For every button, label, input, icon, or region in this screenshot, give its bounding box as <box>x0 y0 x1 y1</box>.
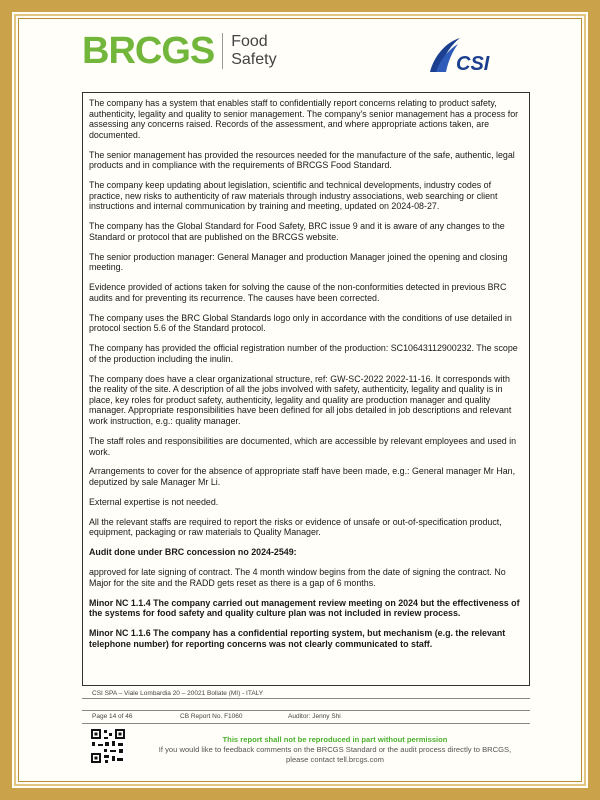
report-paragraph: Arrangements to cover for the absence of appropriate staff have been made, e.g.: General manager Mr Han, deputized by sale Manager Mr Li. <box>89 466 516 487</box>
report-paragraph: Evidence provided of actions taken for solving the cause of the non-conformities detected in previous BRC audits and for preventing its recurrence. The causes have been corrected. <box>89 282 507 303</box>
footer-address: CSI SPA – Viale Lombardia 20 – 20021 Bollate (MI) - ITALY <box>92 690 264 697</box>
footer-cb-report: CB Report No. F1060 <box>180 713 243 720</box>
report-paragraph: The senior production manager: General Manager and production Manager joined the opening and closing meeting. <box>89 251 508 273</box>
reproduction-notice: This report shall not be reproduced in part without permission <box>222 735 448 744</box>
report-paragraph: The company uses the BRC Global Standards logo only in accordance with the conditions of use detailed in protocol section 5.6 of the Standard protocol. <box>89 312 512 334</box>
brcgs-sub-line1: Food <box>231 33 268 50</box>
logo-divider <box>222 33 223 69</box>
report-paragraph: Audit done under BRC concession no 2024-2549: <box>89 547 297 558</box>
brcgs-logo-wordmark: BRCGS <box>82 30 215 72</box>
report-paragraph: The senior management has provided the resources needed for the manufacture of the safe, authentic, legal products and in compliance with the requirements of BRCGS Food Standard. <box>89 149 515 171</box>
feedback-line-2: please contact tell.brcgs.com <box>286 754 384 764</box>
report-paragraph: Minor NC 1.1.6 The company has a confidential reporting system, but mechanism (e.g. the relevant telephone number) for reporting concerns was not clearly communicated to staff. <box>89 628 506 649</box>
report-paragraph: The company has the Global Standard for Food Safety, BRC issue 9 and it is aware of any changes to the Standard or protocol that are published on the BRCGS website. <box>89 221 505 242</box>
brcgs-logo-subtitle <box>231 33 276 69</box>
report-paragraph: External expertise is not needed. <box>89 496 219 507</box>
report-paragraph: The company does have a clear organizational structure, ref: GW-SC-2022 2022-11-16. It corresponds with the reality of the site. A description of all the jobs involved with safety, authenticity, legality and quality is in place, key roles for product safety, authenticity, legality and quality are production manager and quality manager. Appropriate responsibilities have been defined for all jobs detailed in job descriptions and relevant work instruction, e.g.: quality manager. <box>89 373 512 427</box>
footer-rule-mid <box>82 710 530 711</box>
report-paragraph: Minor NC 1.1.4 The company carried out management review meeting on 2024 but the effectiveness of the systems for food safety and quality culture plan was not included in review process. <box>89 597 520 619</box>
brcgs-food-safety-logo <box>82 30 277 72</box>
qr-code-icon <box>90 728 126 764</box>
footer-auditor: Auditor: Jenny Shi <box>288 713 341 720</box>
csi-logo-text: CSI <box>456 53 490 75</box>
footer-rule-bottom <box>82 723 530 724</box>
feedback-notice <box>140 745 530 764</box>
brcgs-sub-line2: Safety <box>231 51 277 68</box>
feedback-line-1: If you would like to feedback comments on the BRCGS Standard or the audit process directly to BRCGS, <box>158 745 512 754</box>
report-paragraph: The company has a system that enables staff to confidentially report concerns relating to product safety, authenticity, legality and quality to senior management. The company's senior management has a process for assessing any concerns raised. Records of the assessment, and where appropriate actions taken, are documented. <box>89 98 519 140</box>
footer-rule-top <box>82 698 530 699</box>
report-paragraph: All the relevant staffs are required to report the risks or evidence of unsafe or out-of-specification product, equipment, packaging or raw materials to Quality Manager. <box>89 516 502 538</box>
csi-logo <box>426 36 516 76</box>
report-content-box <box>82 92 530 686</box>
report-paragraph: The staff roles and responsibilities are documented, which are accessible by relevant employees and used in work. <box>89 435 517 457</box>
report-paragraph: The company keep updating about legislation, scientific and technical developments, industry codes of practice, new risks to authenticity of raw materials through industry associations, web searching or client instructions and internal communication by training and meeting, updated on 2024-08-27. <box>89 180 498 212</box>
report-paragraph: approved for late signing of contract. The 4 month window begins from the date of signing the contract. No Major for the site and the RADD gets reset as there is a gap of 6 months. <box>89 567 506 588</box>
report-paragraph: The company has provided the official registration number of the production: SC10643112900232. The scope of the production including the inulin. <box>89 343 518 364</box>
footer-page-number: Page 14 of 46 <box>92 713 133 720</box>
